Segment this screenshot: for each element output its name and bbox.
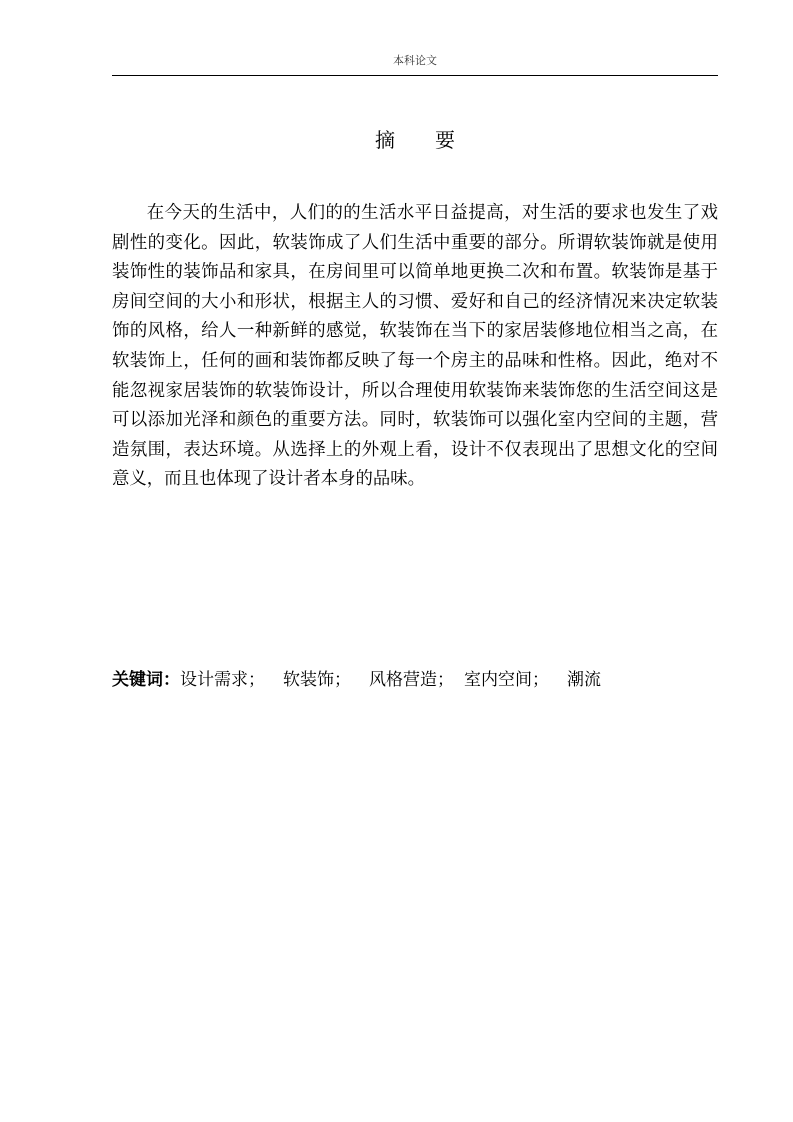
keyword-item: 软装饰；	[283, 670, 351, 690]
keyword-item: 风格营造；	[369, 670, 454, 690]
keywords-line	[112, 666, 718, 694]
abstract-title-char: 摘	[375, 128, 395, 152]
keyword-item: 室内空间；	[464, 670, 549, 690]
abstract-body: 在今天的生活中，人们的的生活水平日益提高，对生活的要求也发生了戏剧性的变化。因此，软装饰成了人们生活中重要的部分。所谓软装饰就是使用装饰性的装饰品和家具，在房间里可以简单地更换二次和布置。软装饰是基于房间空间的大小和形状，根据主人的习惯、爱好和自己的经济情况来决定软装饰的风格，给人一种新鲜的感觉，软装饰在当下的家居装修地位相当之高，在软装饰上，任何的画和装饰都反映了每一个房主的品味和性格。因此，绝对不能忽视家居装饰的软装饰设计，所以合理使用软装饰来装饰您的生活空间这是可以添加光泽和颜色的重要方法。同时，软装饰可以强化室内空间的主题，营造氛围，表达环境。从选择上的外观上看，设计不仅表现出了思想文化的空间意义，而且也体现了设计者本身的品味。	[112, 203, 718, 490]
keyword-item: 设计需求；	[180, 670, 265, 690]
abstract-title	[112, 126, 718, 154]
abstract-title-char: 要	[435, 128, 455, 152]
page-header	[112, 48, 718, 76]
keywords-label: 关键词：	[112, 670, 180, 690]
keyword-item: 潮流	[567, 670, 601, 690]
header-text: 本科论文	[393, 54, 437, 67]
